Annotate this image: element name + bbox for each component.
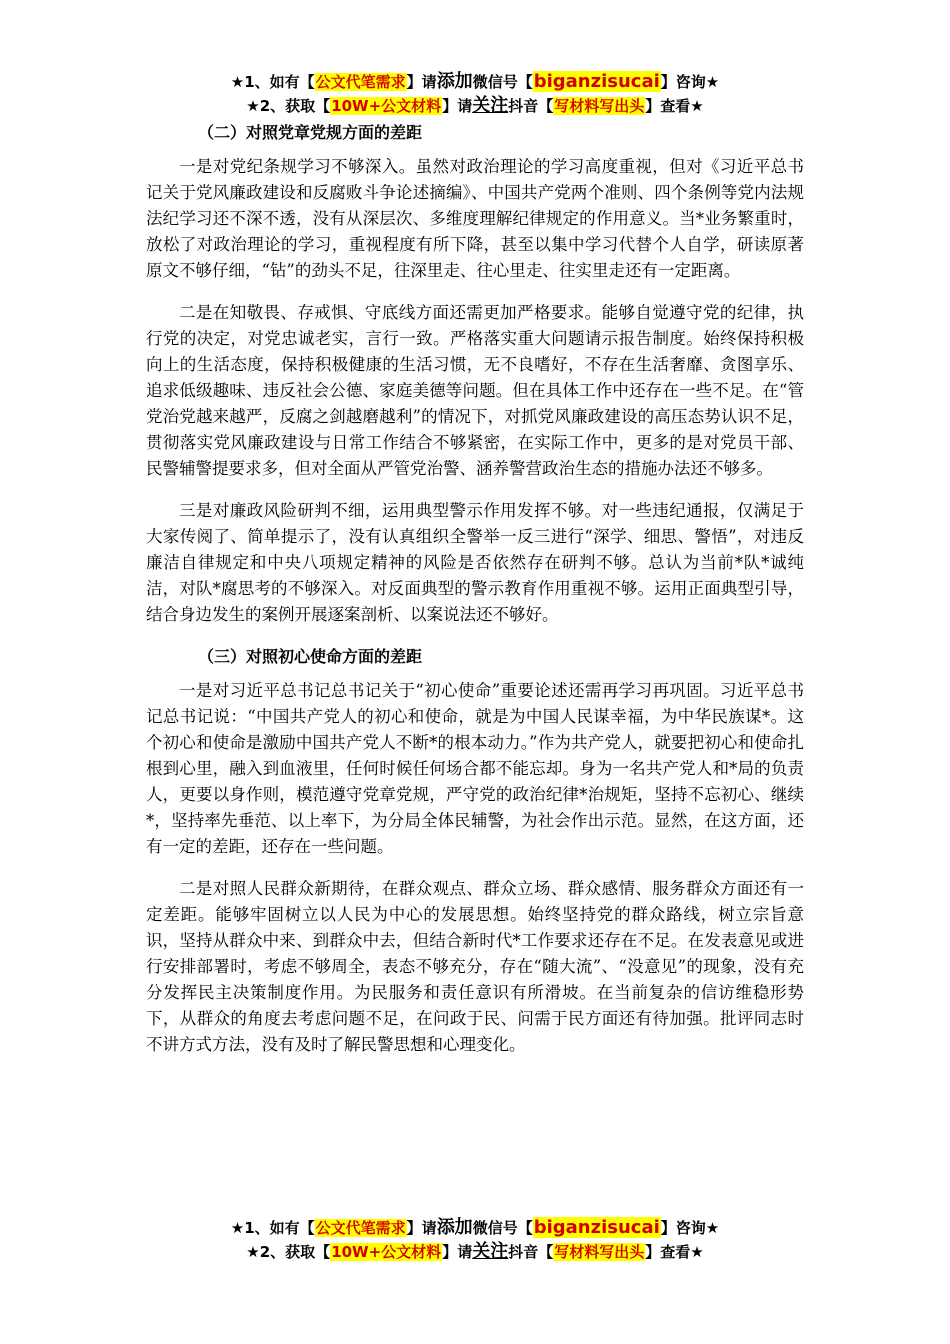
paragraph: 一是对习近平总书记总书记关于“初心使命”重要论述还需再学习再巩固。习近平总书记总书记说：“中国共产党人的初心和使命，就是为中国人民谋幸福，为中华民族谋*。这个初心和使命是激励中国共产党人不断*的根本动力。”作为共产党人，就要把初心和使命扎根到心里，融入到血液里，任何时候任何场合都不能忘却。身为一名共产党人和*局的负责人，更要以身作则，模范遵守党章党规，严守党的政治纪律*治规矩，坚持不忘初心、继续*，坚持率先垂范、以上率下，为分局全体民辅警，为社会作出示范。显然，在这方面，还有一定的差距，还存在一些问题。 xyxy=(146,681,804,856)
promo-highlight: 10W+公文材料 xyxy=(331,97,442,115)
section-original-mission xyxy=(146,644,804,1058)
section-party-rules xyxy=(146,120,804,628)
promo-emphasis: 添加 xyxy=(436,1217,473,1238)
wechat-id-highlight: biganzisucai xyxy=(533,1217,660,1238)
promo-text: 】咨询★ xyxy=(660,1219,720,1237)
promo-line-1 xyxy=(0,70,950,94)
promo-banner-top xyxy=(0,70,950,118)
paragraph: 二是在知敬畏、存戒惧、守底线方面还需更加严格要求。能够自觉遵守党的纪律，执行党的决定，对党忠诚老实，言行一致。严格落实重大问题请示报告制度。始终保持积极向上的生活态度，保持积极健康的生活习惯，无不良嗜好，不存在生活奢靡、贪图享乐、追求低级趣味、违反社会公德、家庭美德等问题。但在具体工作中还存在一些不足。在“管党治党越来越严，反腐之剑越磨越利”的情况下，对抓党风廉政建设的高压态势认识不足，贯彻落实党风廉政建设与日常工作结合不够紧密，在实际工作中，更多的是对党员干部、民警辅警提要求多，但对全面从严管党治警、涵养警营政治生态的措施办法还不够多。 xyxy=(146,303,804,478)
paragraph: 二是对照人民群众新期待，在群众观点、群众立场、群众感情、服务群众方面还有一定差距。能够牢固树立以人民为中心的发展思想。始终坚持党的群众路线，树立宗旨意识，坚持从群众中来、到群众中去，但结合新时代*工作要求还存在不足。在发表意见或进行安排部署时，考虑不够周全，表态不够充分，存在“随大流”、“没意见”的现象，没有充分发挥民主决策制度作用。为民服务和责任意识有所滑坡。在当前复杂的信访维稳形势下，从群众的角度去考虑问题不足，在问政于民、问需于民方面还有待加强。批评同志时不讲方式方法，没有及时了解民警思想和心理变化。 xyxy=(146,879,804,1054)
promo-text: 抖音【 xyxy=(508,97,554,115)
promo-text: ★2、获取【 xyxy=(246,1243,331,1261)
paragraph: 一是对党纪条规学习不够深入。虽然对政治理论的学习高度重视，但对《习近平总书记关于党风廉政建设和反腐败斗争论述摘编》、中国共产党两个准则、四个条例等党内法规法纪学习还不深不透，没有从深层次、多维度理解纪律规定的作用意义。当*业务繁重时，放松了对政治理论的学习，重视程度有所下降，甚至以集中学习代替个人自学，研读原著原文不够仔细，“钻”的劲头不足，往深里走、往心里走、往实里走还有一定距离。 xyxy=(146,157,804,280)
douyin-id-highlight: 写材料写出头 xyxy=(554,1243,645,1261)
promo-emphasis: 添加 xyxy=(436,71,473,92)
section-heading: （二）对照党章党规方面的差距 xyxy=(198,123,423,142)
promo-line-2 xyxy=(0,1240,950,1264)
promo-text: 】请 xyxy=(442,1243,473,1261)
promo-text: 抖音【 xyxy=(508,1243,554,1261)
promo-emphasis: 关注 xyxy=(472,95,509,116)
document-body xyxy=(146,120,804,1074)
promo-text: 】查看★ xyxy=(645,97,704,115)
promo-text: ★2、获取【 xyxy=(246,97,331,115)
paragraph: 三是对廉政风险研判不细，运用典型警示作用发挥不够。对一些违纪通报，仅满足于大家传阅了、简单提示了，没有认真组织全警举一反三进行“深学、细思、警悟”，对违反廉洁自律规定和中央八项规定精神的风险是否依然存在研判不够。总认为当前*队*诚纯洁，对队*腐思考的不够深入。对反面典型的警示教育作用重视不够。运用正面典型引导，结合身边发生的案例开展逐案剖析、以案说法还不够好。 xyxy=(146,501,805,624)
promo-line-2 xyxy=(0,94,950,118)
promo-text: 】请 xyxy=(406,1219,437,1237)
promo-highlight: 公文代笔需求 xyxy=(315,1219,406,1237)
promo-line-1 xyxy=(0,1216,950,1240)
wechat-id-highlight: biganzisucai xyxy=(533,71,660,92)
promo-text: 】咨询★ xyxy=(660,73,720,91)
promo-text: 微信号【 xyxy=(472,73,533,91)
promo-text: 】查看★ xyxy=(645,1243,704,1261)
promo-highlight: 10W+公文材料 xyxy=(331,1243,442,1261)
douyin-id-highlight: 写材料写出头 xyxy=(554,97,645,115)
promo-text: ★1、如有【 xyxy=(230,1219,315,1237)
promo-banner-bottom xyxy=(0,1216,950,1264)
promo-text: ★1、如有【 xyxy=(230,73,315,91)
promo-emphasis: 关注 xyxy=(472,1241,509,1262)
section-heading: （三）对照初心使命方面的差距 xyxy=(198,647,423,666)
promo-text: 】请 xyxy=(442,97,473,115)
promo-highlight: 公文代笔需求 xyxy=(315,73,406,91)
promo-text: 】请 xyxy=(406,73,437,91)
promo-text: 微信号【 xyxy=(472,1219,533,1237)
